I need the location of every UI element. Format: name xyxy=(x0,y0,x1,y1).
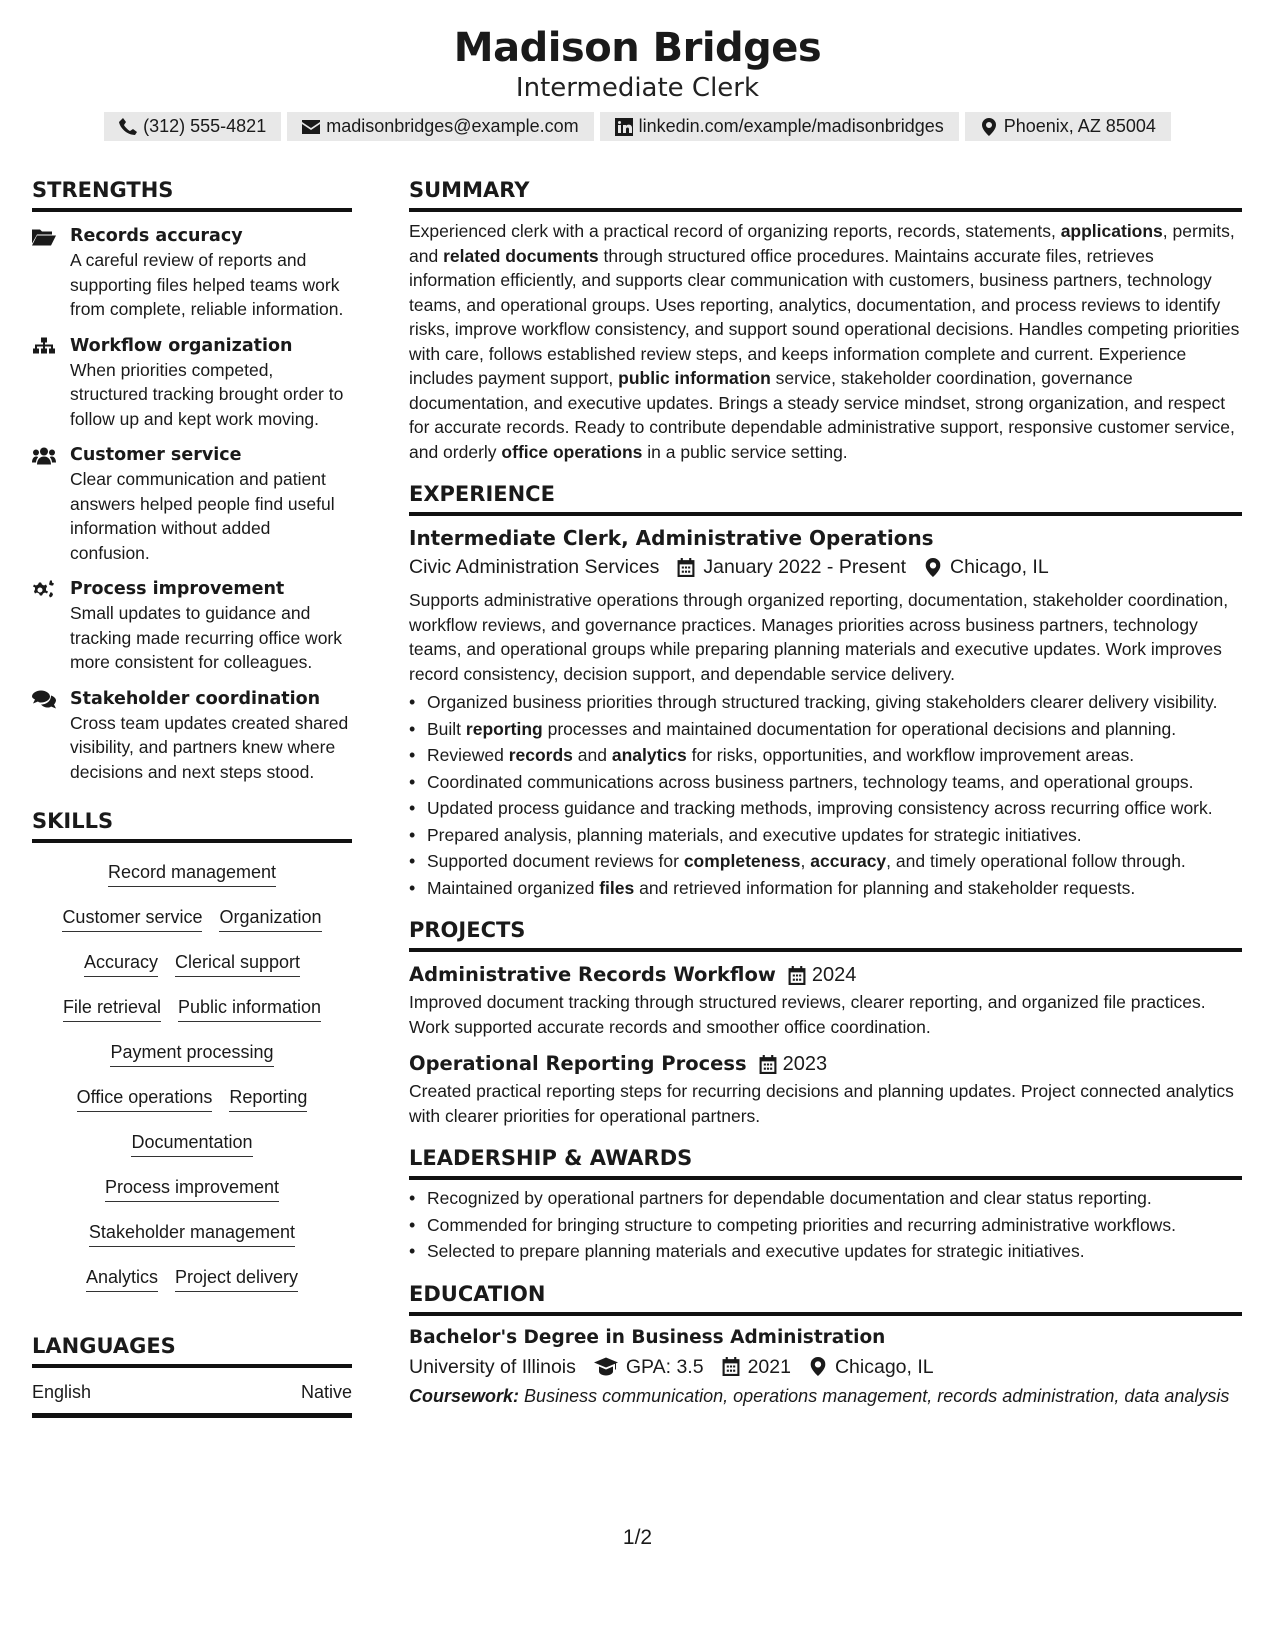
project-title-row xyxy=(409,1050,1242,1078)
comments-icon xyxy=(32,690,56,709)
summary-text xyxy=(409,219,1242,464)
job-bullets xyxy=(409,690,1242,900)
skill-tag: File retrieval xyxy=(63,995,161,1022)
summary-heading: SUMMARY xyxy=(409,175,1242,212)
language-name: English xyxy=(32,1382,92,1402)
text-run: Supported document reviews for xyxy=(427,851,684,871)
leadership-item: • Selected to prepare planning materials and executive updates for strategic initiatives. xyxy=(409,1239,1242,1264)
envelope-icon xyxy=(302,118,320,136)
strength-title: Process improvement xyxy=(70,579,285,599)
candidate-name: Madison Bridges xyxy=(453,25,822,71)
skills-heading: SKILLS xyxy=(32,806,352,843)
linkedin-text: linkedin.com/example/madisonbridges xyxy=(638,116,944,136)
text-run: Coordinated communications across business partners, technology teams, and operational groups. xyxy=(427,771,1194,792)
text-run: through structured office procedures. Maintains accurate files, retrieves information efficiently, and supports clear communication with customers, business partners, technology teams, and operational groups. Uses reporting, analytics, documentation, and process reviews to identify risks, improve workflow consistency, and support sound operational decisions. Handles competing priorities with care, follows established review steps, and keeps information complete and current. Experience includes payment support, xyxy=(409,245,1240,388)
calendar-icon xyxy=(722,1357,740,1376)
job-bullet xyxy=(409,717,1242,742)
strength-title: Workflow organization xyxy=(70,335,293,356)
skill-tag: Organization xyxy=(219,905,321,932)
emphasis-text: applications xyxy=(1060,221,1163,241)
emphasis-text: completeness xyxy=(683,851,801,871)
strength-title: Stakeholder coordination xyxy=(70,688,321,709)
text-run: Prepared analysis, planning materials, and executive updates for strategic initiatives. xyxy=(427,824,1082,845)
right-column xyxy=(409,175,1242,1408)
skill-tag: Record management xyxy=(108,860,276,887)
education-gpa: GPA: 3.5 xyxy=(625,1355,704,1378)
emphasis-text: accuracy xyxy=(810,851,887,871)
text-run: service, stakeholder coordination, governance documentation, and executive updates. Brings a steady service mindset, strong organization, and respect for accurate records. Ready to contribute dependable administrative support, responsive customer service, and orderly xyxy=(409,368,1235,462)
graduation-cap-icon xyxy=(594,1357,618,1376)
strength-title: Customer service xyxy=(70,445,242,465)
coursework xyxy=(409,1384,1242,1408)
text-run: Maintained organized xyxy=(427,877,600,898)
text-run: , permits, and xyxy=(409,221,1235,266)
skill-tag: Clerical support xyxy=(175,950,300,977)
education-degree: Bachelor's Degree in Business Administration xyxy=(409,1326,886,1348)
leadership-item: • Recognized by operational partners for dependable documentation and clear status reporting. xyxy=(409,1186,1242,1211)
education-meta xyxy=(409,1352,1242,1382)
strengths-heading: STRENGTHS xyxy=(32,175,352,212)
strength-item xyxy=(32,577,352,675)
leadership-list xyxy=(409,1186,1242,1264)
skill-tag: Analytics xyxy=(86,1265,158,1292)
emphasis-text: office operations xyxy=(501,441,643,462)
job-bullet xyxy=(409,849,1242,874)
job-bullet xyxy=(409,743,1242,768)
email-text: madisonbridges@example.com xyxy=(326,116,579,136)
text-run: and xyxy=(572,745,612,765)
strength-item xyxy=(32,334,352,432)
leadership-heading: LEADERSHIP & AWARDS xyxy=(409,1143,1242,1180)
contact-phone[interactable] xyxy=(104,112,281,141)
education-year: 2021 xyxy=(747,1355,791,1378)
job-dates: January 2022 - Present xyxy=(703,556,907,578)
project-description: Created practical reporting steps for recurring decisions and planning updates. Project connected analytics with clearer priorities for operational partners. xyxy=(409,1081,1234,1126)
skill-tag: Accuracy xyxy=(84,950,158,977)
skill-tag: Stakeholder management xyxy=(89,1220,295,1247)
contact-linkedin[interactable] xyxy=(600,112,959,141)
language-level: Native xyxy=(300,1382,352,1402)
coursework-text: Business communication, operations management, records administration, data analysis xyxy=(524,1385,1230,1406)
text-run: and retrieved information for planning and stakeholder requests. xyxy=(634,877,1136,898)
project-title: Operational Reporting Process xyxy=(409,1052,747,1075)
candidate-headline: Intermediate Clerk xyxy=(515,73,760,103)
strength-desc: Cross team updates created shared visibility, and partners knew where decisions and next steps stood. xyxy=(70,712,349,782)
skill-tag: Public information xyxy=(178,995,321,1022)
strength-item xyxy=(32,443,352,565)
strength-desc: A careful review of reports and supporting files helped teams work from complete, reliable information. xyxy=(70,250,344,319)
calendar-icon xyxy=(788,966,806,985)
skill-tag: Office operations xyxy=(77,1085,213,1112)
project-description: Improved document tracking through structured reviews, clearer reporting, and organized file practices. Work supported accurate records and smoother office coordination. xyxy=(409,992,1206,1037)
strength-item xyxy=(32,224,352,322)
map-pin-icon xyxy=(924,558,942,577)
job-title: Intermediate Clerk, Administrative Operations xyxy=(409,526,934,550)
phone-icon xyxy=(119,118,137,136)
map-pin-icon xyxy=(980,118,998,136)
sitemap-icon xyxy=(32,337,56,356)
project-title: Administrative Records Workflow xyxy=(409,963,776,986)
text-run: in a public service setting. xyxy=(642,441,848,462)
text-run: Updated process guidance and tracking methods, improving consistency across recurring office work. xyxy=(427,798,1213,818)
emphasis-text: records xyxy=(508,745,573,765)
job-description: Supports administrative operations through organized reporting, documentation, stakeholder coordination, workflow reviews, and governance practices. Manages priorities across business partners, technology teams, and operational groups while preparing planning materials and executive updates. Work improves record consistency, decision support, and dependable service delivery. xyxy=(409,590,1229,684)
job-location: Chicago, IL xyxy=(950,556,1049,578)
job-bullet xyxy=(409,823,1242,848)
skill-tag: Project delivery xyxy=(175,1265,298,1292)
text-run: Built xyxy=(427,718,466,739)
strength-title: Records accuracy xyxy=(70,226,243,246)
languages-heading: LANGUAGES xyxy=(32,1331,352,1368)
skill-tag: Process improvement xyxy=(105,1175,279,1202)
education-heading: EDUCATION xyxy=(409,1279,1242,1316)
text-run: for risks, opportunities, and workflow improvement areas. xyxy=(686,745,1135,765)
page-number: 1/2 xyxy=(622,1526,653,1549)
folder-icon xyxy=(32,227,56,246)
job-bullet xyxy=(409,770,1242,795)
strength-desc: Small updates to guidance and tracking made recurring office work more consistent for colleagues. xyxy=(70,603,343,672)
text-run: Organized business priorities through structured tracking, giving stakeholders clearer delivery visibility. xyxy=(427,692,1218,712)
skill-tag: Reporting xyxy=(229,1085,307,1112)
emphasis-text: public information xyxy=(618,368,771,388)
calendar-icon xyxy=(759,1055,777,1074)
skill-tag: Payment processing xyxy=(110,1040,273,1067)
contact-email[interactable] xyxy=(287,112,593,141)
contact-location xyxy=(965,112,1171,141)
text-run: , and timely operational follow through. xyxy=(886,851,1186,871)
text-run: Experienced clerk with a practical record of organizing reports, records, statements, xyxy=(409,221,1061,241)
skills-list xyxy=(32,851,352,1301)
text-run: , xyxy=(800,851,811,871)
emphasis-text: reporting xyxy=(465,718,543,739)
job-meta xyxy=(409,552,1242,582)
job-bullet xyxy=(409,796,1242,821)
emphasis-text: files xyxy=(599,877,635,898)
linkedin-icon xyxy=(615,118,633,136)
coursework-label: Coursework: xyxy=(409,1385,520,1406)
text-run: Reviewed xyxy=(427,745,509,765)
strength-desc: Clear communication and patient answers helped people find useful information without added confusion. xyxy=(70,469,335,563)
calendar-icon xyxy=(677,558,695,577)
location-text: Phoenix, AZ 85004 xyxy=(1003,116,1156,136)
project-title-row xyxy=(409,961,1242,989)
left-column xyxy=(32,175,352,1418)
contact-bar xyxy=(0,112,1275,141)
projects-heading: PROJECTS xyxy=(409,915,1242,952)
education-school: University of Illinois xyxy=(409,1355,576,1378)
language-item xyxy=(32,1382,352,1418)
strength-item xyxy=(32,687,352,785)
emphasis-text: related documents xyxy=(443,245,599,266)
cogs-icon xyxy=(32,580,56,599)
leadership-item: • Commended for bringing structure to competing priorities and recurring administrative workflows. xyxy=(409,1213,1242,1238)
resume-header xyxy=(0,22,1275,141)
project-year: 2024 xyxy=(811,964,857,986)
experience-heading: EXPERIENCE xyxy=(409,479,1242,516)
job-bullet xyxy=(409,690,1242,715)
text-run: processes and maintained documentation for operational decisions and planning. xyxy=(542,718,1177,739)
users-icon xyxy=(32,446,56,465)
strength-desc: When priorities competed, structured tracking brought order to follow up and kept work moving. xyxy=(70,359,344,429)
map-pin-icon xyxy=(809,1357,827,1376)
skill-tag: Customer service xyxy=(62,905,202,932)
job-bullet xyxy=(409,876,1242,901)
phone-text: (312) 555-4821 xyxy=(143,116,267,136)
project-year: 2023 xyxy=(782,1053,828,1075)
job-company: Civic Administration Services xyxy=(409,556,660,578)
emphasis-text: analytics xyxy=(611,745,687,765)
education-location: Chicago, IL xyxy=(834,1355,934,1378)
skill-tag: Documentation xyxy=(131,1130,252,1157)
